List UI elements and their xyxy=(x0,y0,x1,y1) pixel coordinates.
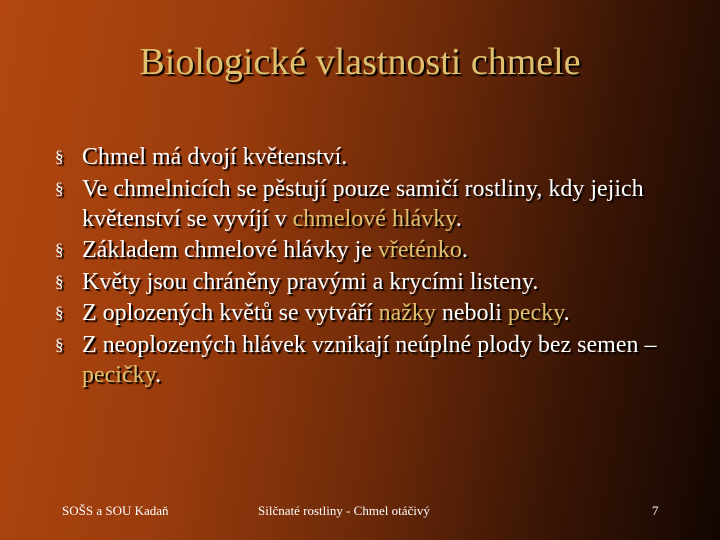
highlighted-term: pecky xyxy=(507,300,564,326)
bullet-marker-icon: § xyxy=(55,178,64,198)
page-number: 7 xyxy=(652,503,659,518)
bullet-marker-icon: § xyxy=(55,271,64,291)
bullet-text: neboli xyxy=(435,300,508,326)
slide-title: Biologické vlastnosti chmele xyxy=(139,41,581,83)
bullet-text: . xyxy=(455,205,462,232)
bullet-text: Z oplozených květů se vytváří xyxy=(82,300,379,326)
footer-school: SOŠS a SOU Kadaň xyxy=(62,503,169,518)
bullet-text: Ve chmelnicích se pěstují pouze samičí rostliny, kdy jejich květenství se vyvíjí v xyxy=(82,175,644,232)
bullet-text: Z neoplozených hlávek vznikají neúplné plody bez semen – xyxy=(82,331,657,358)
bullet-marker-icon: § xyxy=(55,240,64,259)
bullet-marker-icon: § xyxy=(55,334,64,354)
highlighted-term: vřeténko xyxy=(377,237,462,263)
bullet-item xyxy=(55,330,705,390)
highlighted-term: nažky xyxy=(378,300,436,326)
bullet-item xyxy=(55,174,705,234)
bullet-marker-icon: § xyxy=(55,147,64,166)
bullet-text: Chmel má dvojí květenství. xyxy=(82,144,348,170)
bullet-marker-icon: § xyxy=(55,303,64,322)
bullet-text: Základem chmelové hlávky je xyxy=(82,237,378,263)
bullet-text: . xyxy=(155,361,162,388)
bullet-text: . xyxy=(461,237,468,263)
bullet-item xyxy=(55,267,705,297)
bullet-item xyxy=(55,142,705,172)
bullet-text: . xyxy=(563,300,570,326)
bullet-text: Květy jsou chráněny pravými a krycími listeny. xyxy=(82,268,539,295)
highlighted-term: chmelové hlávky xyxy=(292,205,456,232)
bullet-list xyxy=(55,142,705,391)
footer-topic: Silčnaté rostliny - Chmel otáčivý xyxy=(258,503,430,518)
bullet-item xyxy=(55,298,705,328)
bullet-item xyxy=(55,235,705,265)
highlighted-term: pecičky xyxy=(82,361,156,388)
